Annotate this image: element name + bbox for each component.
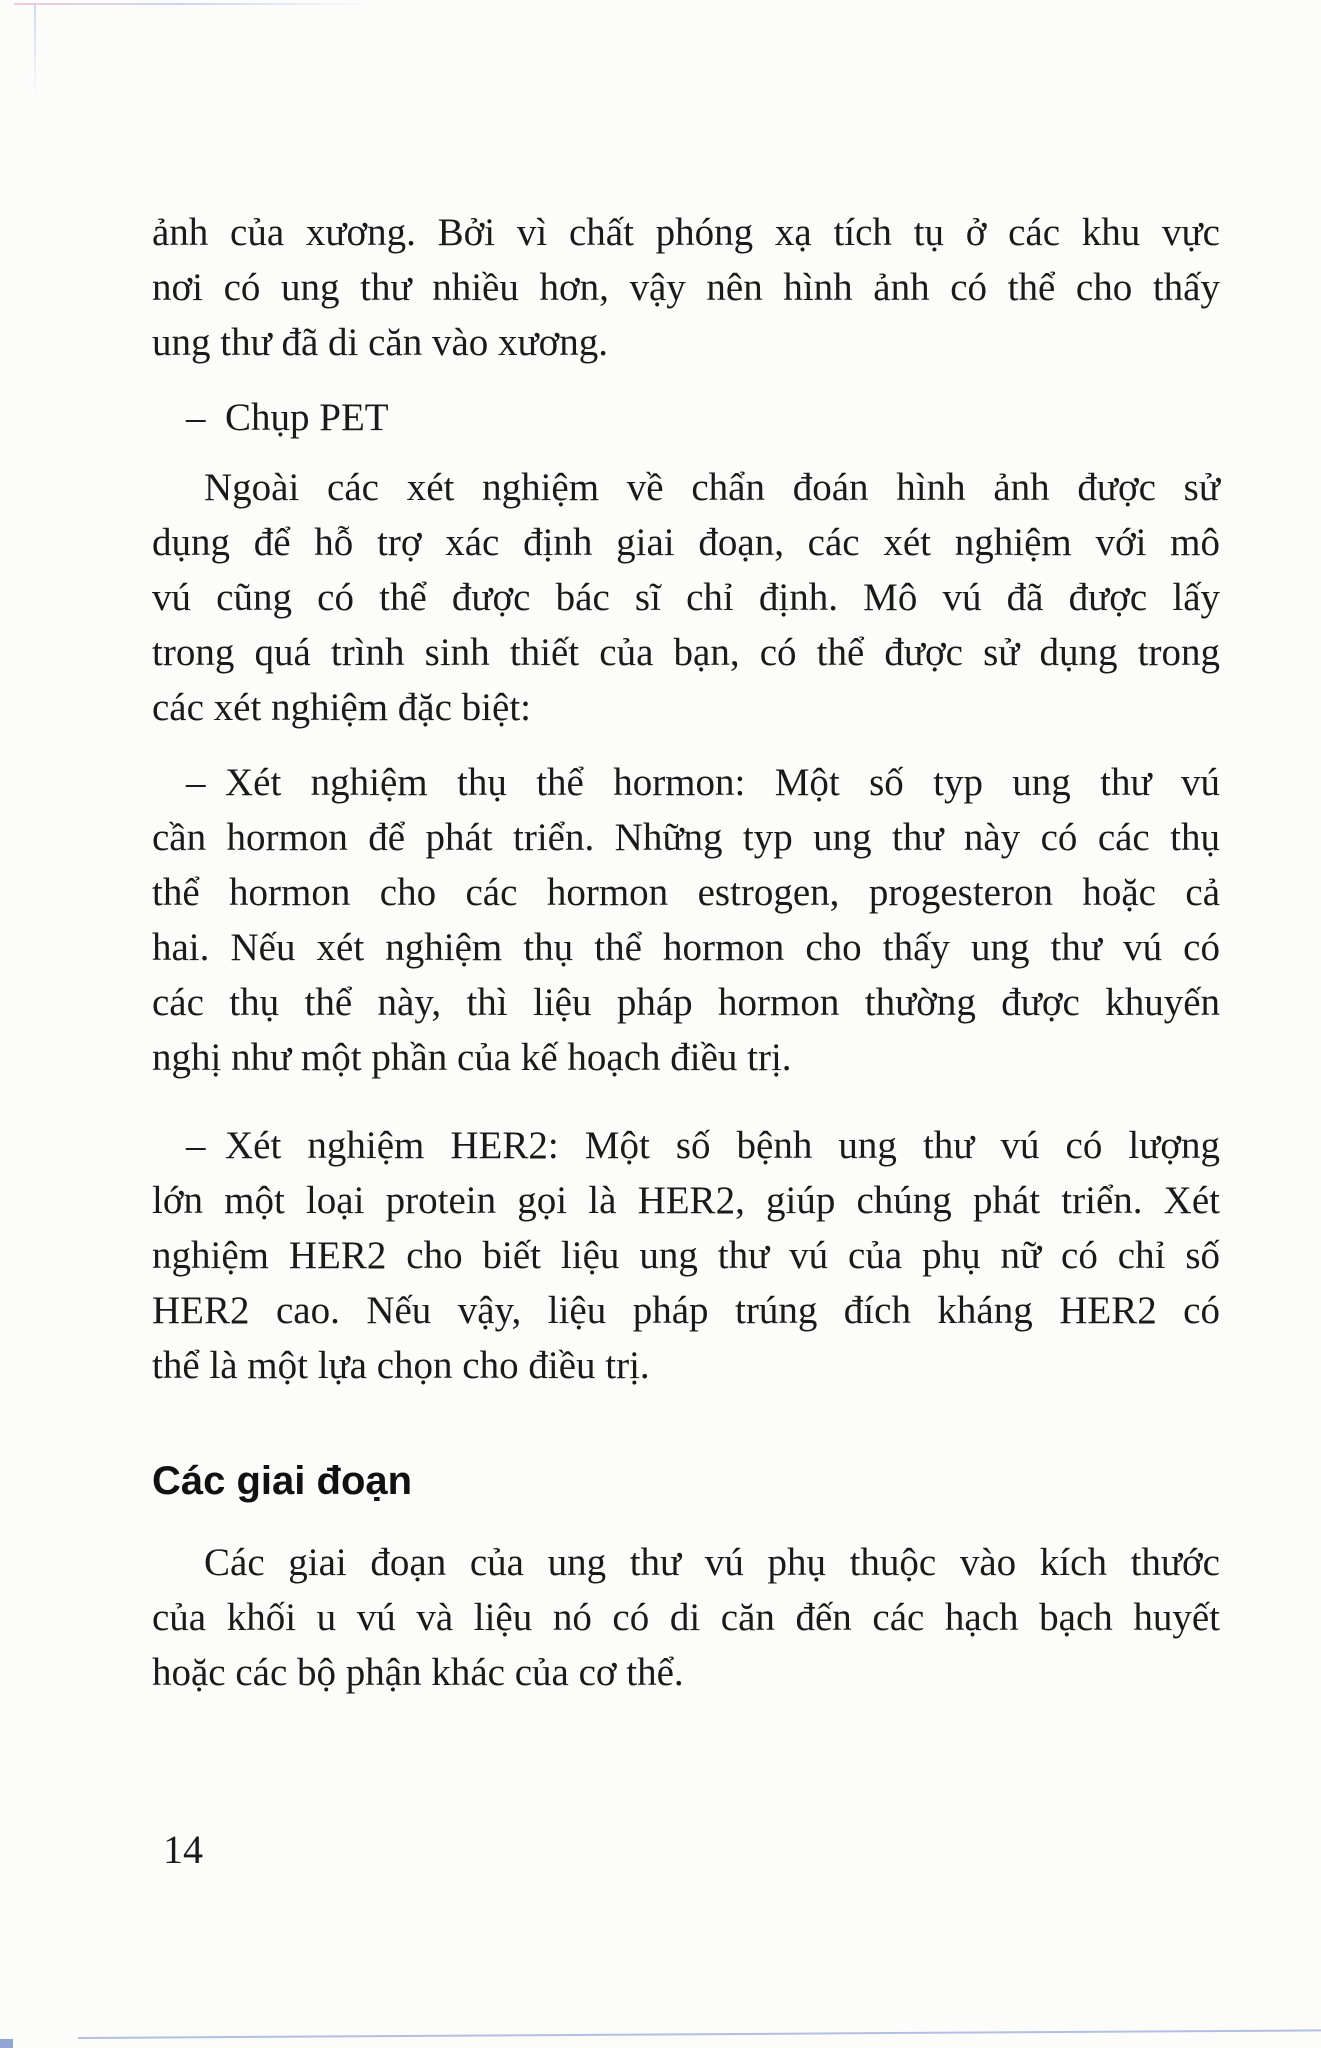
text-line: các thụ thể này, thì liệu pháp hormon thường được khuyến — [152, 981, 1220, 1024]
body-paragraph — [152, 1535, 1220, 1700]
text-line: – Chụp PET — [186, 396, 389, 439]
body-paragraph — [152, 205, 1220, 370]
text-line: ung thư đã di căn vào xương. — [152, 321, 609, 364]
text-line: – Xét nghiệm HER2: Một số bệnh ung thư vú có lượng — [186, 1124, 1220, 1167]
scan-edge-artifact-bottom — [78, 2029, 1321, 2039]
text-line: Ngoài các xét nghiệm về chẩn đoán hình ảnh được sử — [204, 466, 1220, 509]
text-line: ảnh của xương. Bởi vì chất phóng xạ tích tụ ở các khu vực — [152, 211, 1220, 254]
text-line: thể hormon cho các hormon estrogen, progesteron hoặc cả — [152, 871, 1220, 914]
text-line: hai. Nếu xét nghiệm thụ thể hormon cho thấy ung thư vú có — [152, 926, 1220, 969]
text-line: nghiệm HER2 cho biết liệu ung thư vú của phụ nữ có chỉ số — [152, 1234, 1220, 1277]
text-line: nghị như một phần của kế hoạch điều trị. — [152, 1036, 792, 1079]
text-line: – Xét nghiệm thụ thể hormon: Một số typ ung thư vú — [186, 761, 1220, 804]
text-line: thể là một lựa chọn cho điều trị. — [152, 1344, 650, 1387]
text-line: hoặc các bộ phận khác của cơ thể. — [152, 1651, 684, 1694]
scan-edge-artifact-top — [14, 3, 376, 5]
scan-edge-artifact-left — [34, 4, 36, 100]
list-item — [152, 1118, 1220, 1393]
text-line: của khối u vú và liệu nó có di căn đến các hạch bạch huyết — [152, 1596, 1220, 1639]
text-line: dụng để hỗ trợ xác định giai đoạn, các xét nghiệm với mô — [152, 521, 1220, 564]
text-line: vú cũng có thể được bác sĩ chỉ định. Mô vú đã được lấy — [152, 576, 1220, 619]
text-line: cần hormon để phát triển. Những typ ung thư này có các thụ — [152, 816, 1220, 859]
page-text-column — [152, 205, 1220, 1700]
text-line: nơi có ung thư nhiều hơn, vậy nên hình ảnh có thể cho thấy — [152, 266, 1220, 309]
text-line: các xét nghiệm đặc biệt: — [152, 686, 531, 729]
text-line: Các giai đoạn của ung thư vú phụ thuộc vào kích thước — [204, 1541, 1220, 1584]
text-line: trong quá trình sinh thiết của bạn, có thể được sử dụng trong — [152, 631, 1220, 674]
list-item — [152, 755, 1220, 1085]
body-paragraph — [152, 460, 1220, 735]
list-item — [152, 390, 1220, 445]
scan-corner-artifact — [0, 2039, 13, 2048]
page-number: 14 — [163, 1827, 203, 1872]
text-line: lớn một loại protein gọi là HER2, giúp chúng phát triển. Xét — [152, 1179, 1220, 1222]
section-heading: Các giai đoạn — [152, 1459, 413, 1503]
text-line: HER2 cao. Nếu vậy, liệu pháp trúng đích kháng HER2 có — [152, 1289, 1220, 1332]
